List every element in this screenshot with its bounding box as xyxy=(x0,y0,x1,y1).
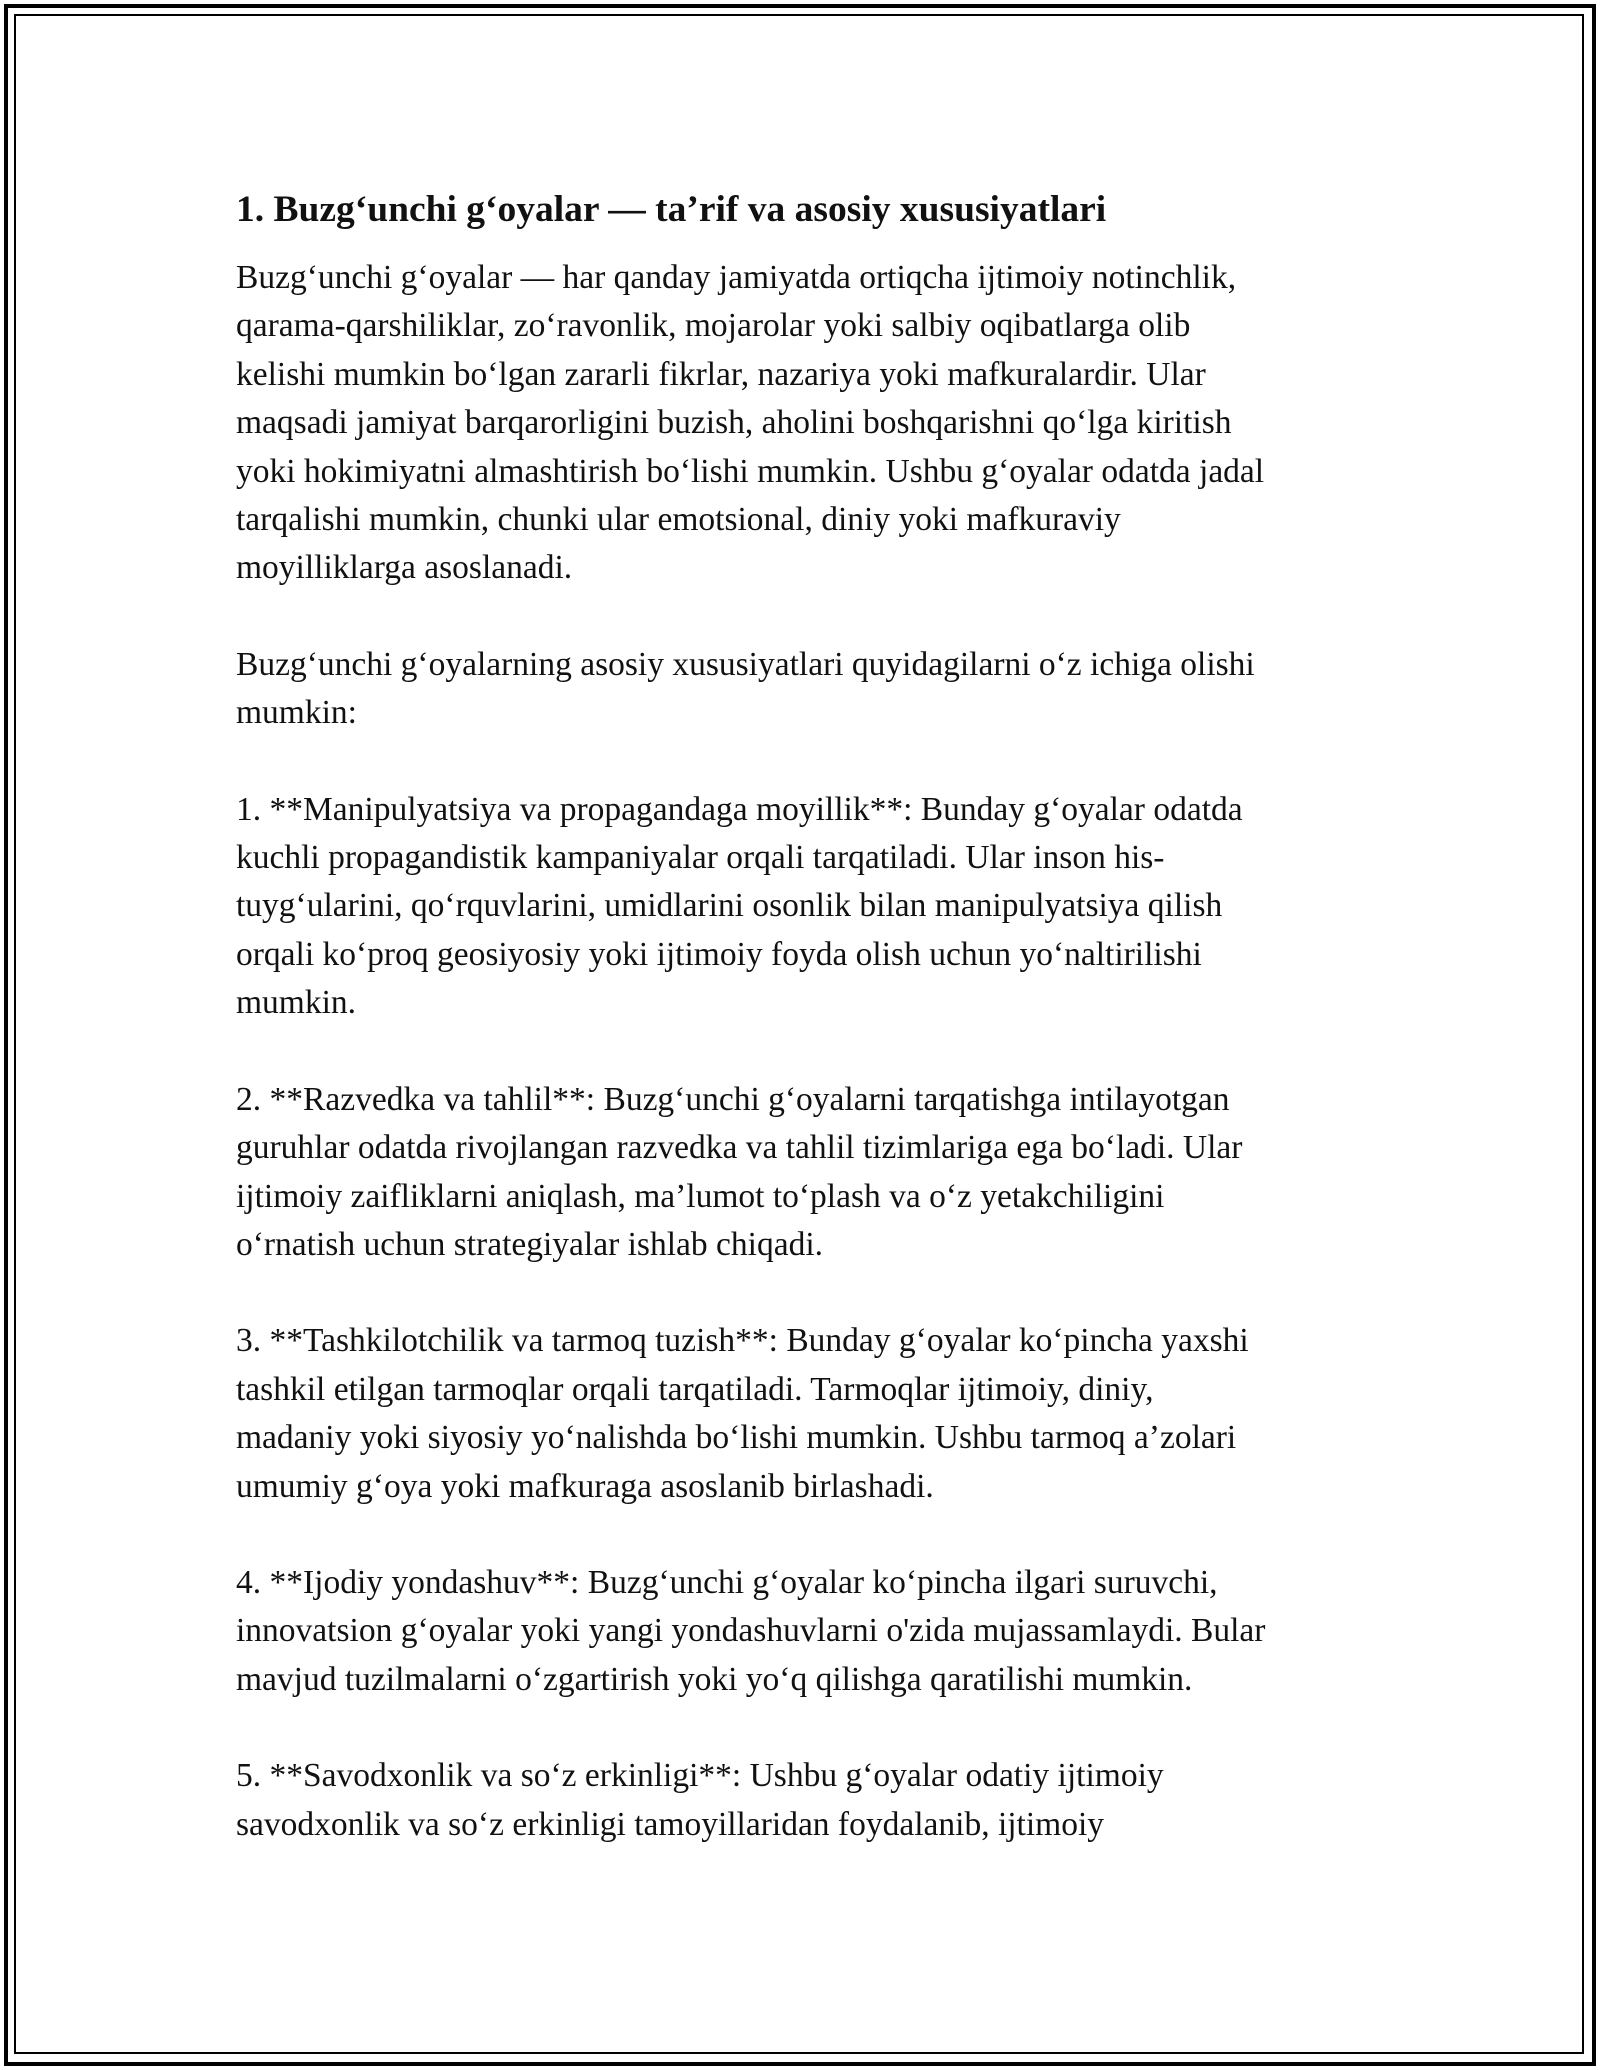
text-line: savodxonlik va so‘z erkinligi tamoyillaridan foydalanib, ijtimoiy xyxy=(236,1805,1105,1843)
text-line: mavjud tuzilmalarni o‘zgartirish yoki yo‘q qilishga qaratilishi mumkin. xyxy=(236,1660,1193,1698)
text-line: 5. **Savodxonlik va so‘z erkinligi**: Ushbu g‘oyalar odatiy ijtimoiy xyxy=(236,1757,1164,1795)
text-line: Buzg‘unchi g‘oyalarning asosiy xususiyatlari quyidagilarni o‘z ichiga olishi xyxy=(236,645,1255,683)
feature-item-2 xyxy=(236,1076,1366,1270)
paragraph-list xyxy=(236,254,1366,1849)
text-line: o‘rnatish uchun strategiyalar ishlab chiqadi. xyxy=(236,1225,824,1263)
text-line: moyilliklarga asoslanadi. xyxy=(236,549,573,587)
feature-item-5 xyxy=(236,1752,1366,1849)
text-line: tashkil etilgan tarmoqlar orqali tarqatiladi. Tarmoqlar ijtimoiy, diniy, xyxy=(236,1370,1154,1408)
intro-paragraph xyxy=(236,254,1366,593)
text-line: innovatsion g‘oyalar yoki yangi yondashuvlarni o'zida mujassamlaydi. Bular xyxy=(236,1612,1266,1650)
text-line: yoki hokimiyatni almashtirish bo‘lishi mumkin. Ushbu g‘oyalar odatda jadal xyxy=(236,452,1265,490)
text-line: tuyg‘ularini, qo‘rquvlarini, umidlarini osonlik bilan manipulyatsiya qilish xyxy=(236,887,1223,925)
text-line: tarqalishi mumkin, chunki ular emotsional, diniy yoki mafkuraviy xyxy=(236,501,1121,539)
text-line: kelishi mumkin bo‘lgan zararli fikrlar, nazariya yoki mafkuralardir. Ular xyxy=(236,355,1206,393)
text-line: guruhlar odatda rivojlangan razvedka va tahlil tizimlariga ega bo‘ladi. Ular xyxy=(236,1129,1243,1167)
text-line: umumiy g‘oya yoki mafkuraga asoslanib birlashadi. xyxy=(236,1467,934,1505)
text-line: 2. **Razvedka va tahlil**: Buzg‘unchi g‘oyalarni tarqatishga intilayotgan xyxy=(236,1080,1230,1118)
text-line: Buzg‘unchi g‘oyalar — har qanday jamiyatda ortiqcha ijtimoiy notinchlik, xyxy=(236,259,1237,296)
feature-item-1 xyxy=(236,786,1366,1028)
text-line: maqsadi jamiyat barqarorligini buzish, aholini boshqarishni qo‘lga kiritish xyxy=(236,404,1232,442)
features-lead-paragraph xyxy=(236,641,1366,738)
text-line: 1. **Manipulyatsiya va propagandaga moyillik**: Bunday g‘oyalar odatda xyxy=(236,790,1243,828)
feature-item-3 xyxy=(236,1317,1366,1511)
text-line: qarama-qarshiliklar, zo‘ravonlik, mojarolar yoki salbiy oqibatlarga olib xyxy=(236,307,1191,345)
document-body xyxy=(236,186,1366,1897)
feature-item-4 xyxy=(236,1559,1366,1704)
text-line: madaniy yoki siyosiy yo‘nalishda bo‘lishi mumkin. Ushbu tarmoq a’zolari xyxy=(236,1419,1237,1457)
text-line: 3. **Tashkilotchilik va tarmoq tuzish**: Bunday g‘oyalar ko‘pincha yaxshi xyxy=(236,1322,1249,1360)
section-heading: 1. Buzg‘unchi g‘oyalar — ta’rif va asosiy xususiyatlari xyxy=(236,189,1107,230)
text-line: orqali ko‘proq geosiyosiy yoki ijtimoiy foyda olish uchun yo‘naltirilishi xyxy=(236,935,1202,973)
text-line: mumkin: xyxy=(236,694,357,732)
text-line: 4. **Ijodiy yondashuv**: Buzg‘unchi g‘oyalar ko‘pincha ilgari suruvchi, xyxy=(236,1563,1218,1601)
text-line: mumkin. xyxy=(236,984,357,1022)
text-line: kuchli propagandistik kampaniyalar orqali tarqatiladi. Ular inson his- xyxy=(236,839,1165,877)
text-line: ijtimoiy zaifliklarni aniqlash, ma’lumot to‘plash va o‘z yetakchiligini xyxy=(236,1177,1165,1215)
